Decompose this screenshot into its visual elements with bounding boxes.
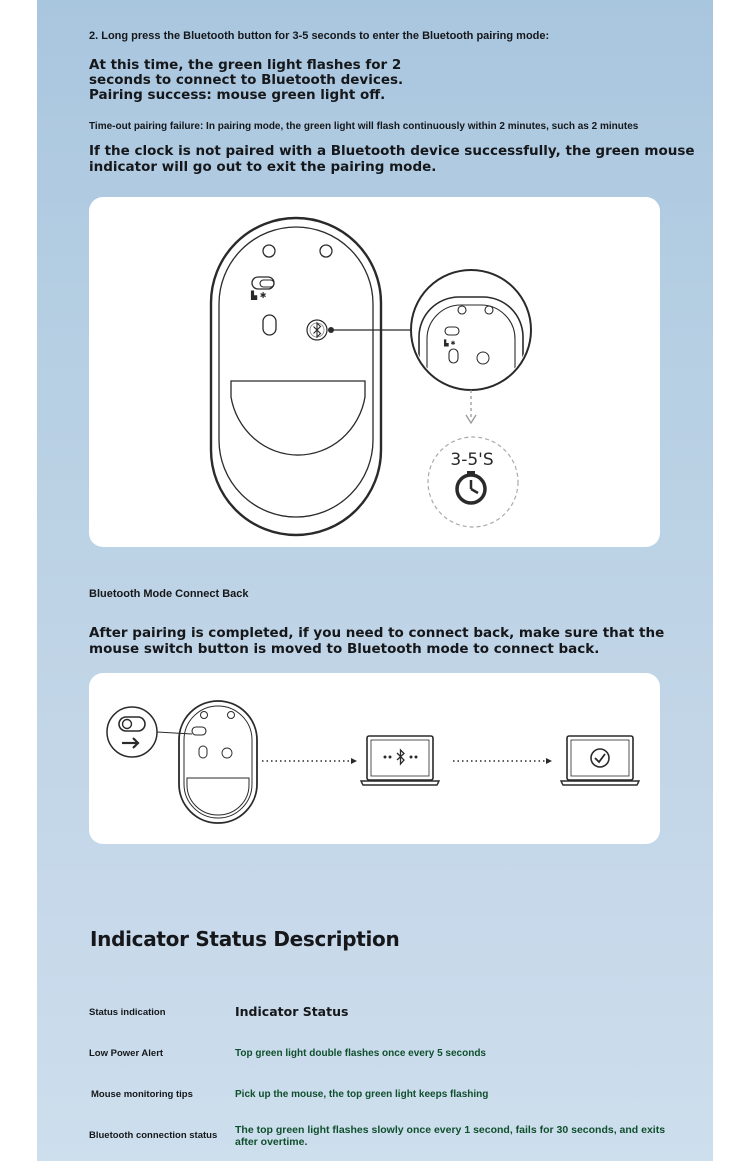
svg-text:▙ ✱: ▙ ✱ [251, 291, 267, 300]
pairing-illustration [89, 197, 660, 547]
connect-back-title: Bluetooth Mode Connect Back [89, 588, 249, 600]
connect-back-text: After pairing is completed, if you need to connect back, make sure that the mouse switch button is moved to Bluetooth mode to connect back. [89, 625, 665, 657]
pairing-timeout-note: Time-out pairing failure: In pairing mode, the green light will flash continuously within 2 minutes, such as 2 minutes [89, 121, 639, 132]
pairing-illustration-card [89, 197, 660, 547]
timer-label: 3-5'S [450, 450, 494, 470]
zoom-circle [411, 270, 531, 437]
bluetooth-button-icon [307, 320, 327, 340]
laptop-connected-icon [561, 736, 639, 785]
laptop-pairing-icon [361, 736, 439, 785]
pairing-flash-text: At this time, the green light flashes for 2 seconds to connect to Bluetooth devices. Pairing success: mouse green light off. [89, 57, 404, 103]
column-header-indicator-status: Indicator Status [235, 1004, 349, 1019]
indicator-title: Indicator Status Description [90, 927, 400, 951]
manual-page [37, 0, 713, 1161]
row-value-mouse-monitoring: Pick up the mouse, the top green light keeps flashing [235, 1089, 489, 1100]
connect-back-illustration [89, 673, 660, 844]
switch-callout-icon [107, 707, 157, 757]
row-value-bluetooth-connection: The top green light flashes slowly once every 1 second, fails for 30 seconds, and exits after overtime. [235, 1124, 666, 1148]
pairing-step-heading: 2. Long press the Bluetooth button for 3-5 seconds to enter the Bluetooth pairing mode: [89, 30, 550, 42]
timer-badge [428, 437, 518, 527]
pairing-exit-text: If the clock is not paired with a Bluetooth device successfully, the green mouse indicator will go out to exit the pairing mode. [89, 143, 695, 175]
column-header-status-indication: Status indication [89, 1007, 166, 1018]
mouse-bottom-illustration [211, 218, 381, 535]
row-label-low-power: Low Power Alert [89, 1048, 164, 1059]
connect-back-illustration-card [89, 673, 660, 844]
mouse-bottom-small [179, 701, 257, 823]
svg-text:▙ ✱: ▙ ✱ [444, 340, 456, 347]
row-label-bluetooth-connection: Bluetooth connection status [89, 1130, 218, 1141]
row-label-mouse-monitoring: Mouse monitoring tips [91, 1089, 193, 1100]
row-value-low-power: Top green light double flashes once every 5 seconds [235, 1048, 486, 1059]
